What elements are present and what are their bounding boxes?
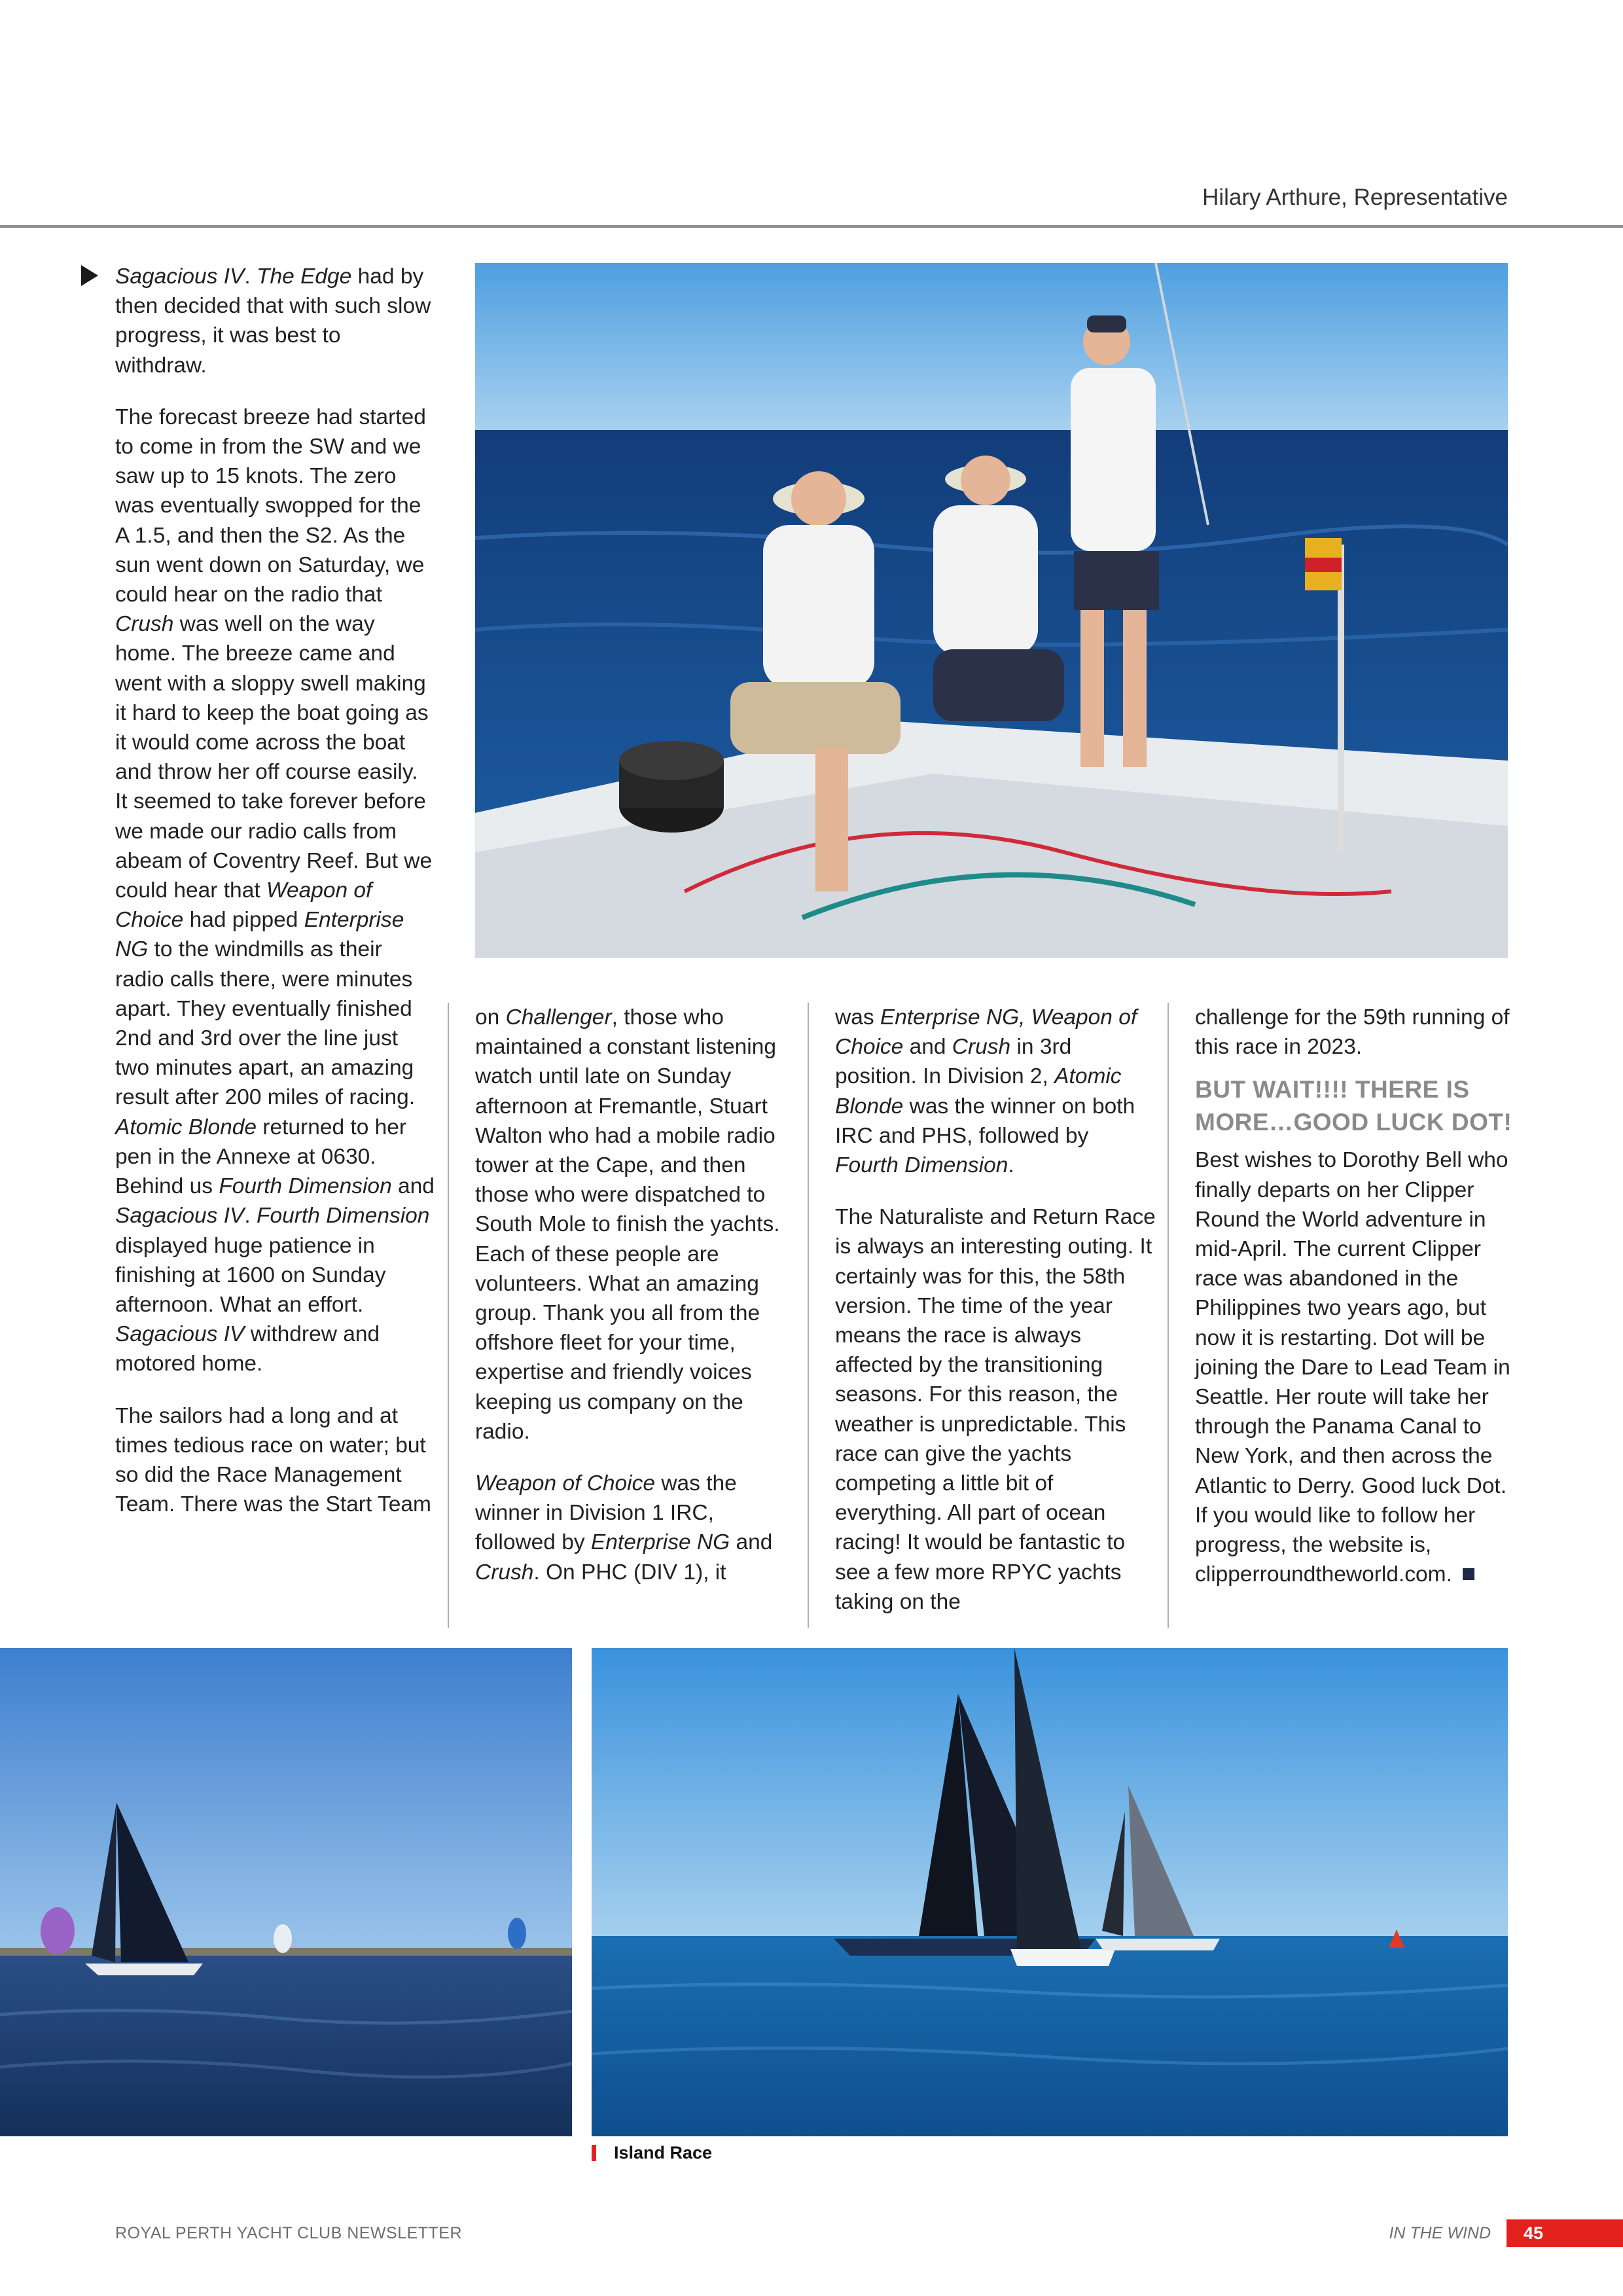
crew-photo-illustration	[475, 263, 1508, 958]
paragraph: was Enterprise NG, Weapon of Choice and Crush in 3rd position. In Division 2, Atomic Blonde was the winner on both IRC and PHS, followed by Fourth Dimension.	[835, 1005, 1137, 1178]
paragraph: Weapon of Choice was the winner in Division 1 IRC, followed by Enterprise NG and Crush. On PHC (DIV 1), it	[475, 1471, 773, 1585]
header-divider	[0, 225, 1623, 228]
section-heading: BUT WAIT!!!! THERE IS MORE…GOOD LUCK DOT!	[1195, 1076, 1512, 1136]
paragraph: on Challenger, those who maintained a constant listening watch until late on Sunday afternoon at Fremantle, Stuart Walton who had a mobile radio tower at the Cape, and then those who were dispatched to South Mole to finish the yachts. Each of these people are volunteers. What an amazing group. Thank you all from the offshore fleet for your time, expertise and friendly voices keeping us company on the radio.	[475, 1005, 780, 1444]
photo-island-race	[592, 1648, 1508, 2136]
page-number: 45	[1507, 2219, 1623, 2247]
paragraph: The Naturaliste and Return Race is always an interesting outing. It certainly was for this, the 58th version. The time of the year means the race is always affected by the transitioning seasons. For this reason, the weather is unpredictable. This race can give the yachts competing a little bit of everything. All part of ocean racing! It would be fantastic to see a few more RPYC yachts taking on the	[835, 1205, 1156, 1614]
column-divider	[448, 1003, 449, 1628]
paragraph: The forecast breeze had started to come in from the SW and we saw up to 15 knots. The zero was eventually swopped for the A 1.5, and then the S2. As the sun went down on Saturday, we could hear on the radio that Crush was well on the way home. The breeze came and went with a sloppy swell making it hard to keep the boat going as it would come across the boat and throw her off course easily. It seemed to take forever before we made our radio calls from abeam of Coventry Reef. But we could hear that Weapon of Choice had pipped Enterprise NG to the windmills as their radio calls there, were minutes apart. They eventually finished 2nd and 3rd over the line just two minutes apart, an amazing result after 200 miles of racing. Atomic Blonde returned to her pen in the Annexe at 0630. Behind us Fourth Dimension and Sagacious IV. Fourth Dimension displayed huge patience in finishing at 1600 on Sunday afternoon. What an effort. Sagacious IV withdrew and motored home.	[115, 404, 435, 1376]
footer-section-name: IN THE WIND	[1389, 2224, 1491, 2242]
column-divider	[1168, 1003, 1169, 1628]
fleet-photo-illustration	[0, 1648, 572, 2136]
paragraph-text: Best wishes to Dorothy Bell who finally departs on her Clipper Round the World adventure in mid-April. The current Clipper race was abandoned in the Philippines two years ago, but now it is restarting. Dot will be joining the Dare to Lead Team in Seattle. Her route will take her through the Panama Canal to New York, and then across the Atlantic to Derry. Good luck Dot. If you would like to follow her progress, the website is, clipperroundtheworld.com.	[1195, 1148, 1510, 1587]
article-column-4	[1195, 1003, 1516, 1589]
play-icon	[81, 265, 98, 286]
paragraph	[1195, 1145, 1516, 1589]
header-author: Hilary Arthure, Representative	[1202, 185, 1508, 210]
article-column-3	[835, 1003, 1156, 1617]
paragraph: challenge for the 59th running of this race in 2023.	[1195, 1005, 1510, 1060]
paragraph: Sagacious IV. The Edge had by then decided that with such slow progress, it was best to withdraw.	[115, 264, 431, 378]
end-mark	[1463, 1568, 1474, 1580]
caption-marker	[592, 2145, 596, 2161]
photo-caption: Island Race	[614, 2143, 713, 2162]
article-column-1	[115, 262, 436, 1519]
photo-crew-on-deck	[475, 263, 1508, 958]
column-divider	[808, 1003, 809, 1628]
island-race-photo-illustration	[592, 1648, 1508, 2136]
paragraph: The sailors had a long and at times tedious race on water; but so did the Race Management Team. There was the Start Team	[115, 1403, 431, 1517]
article-column-2	[475, 1003, 796, 1587]
footer-newsletter-title: ROYAL PERTH YACHT CLUB NEWSLETTER	[115, 2224, 463, 2242]
photo-fleet-start	[0, 1648, 572, 2136]
